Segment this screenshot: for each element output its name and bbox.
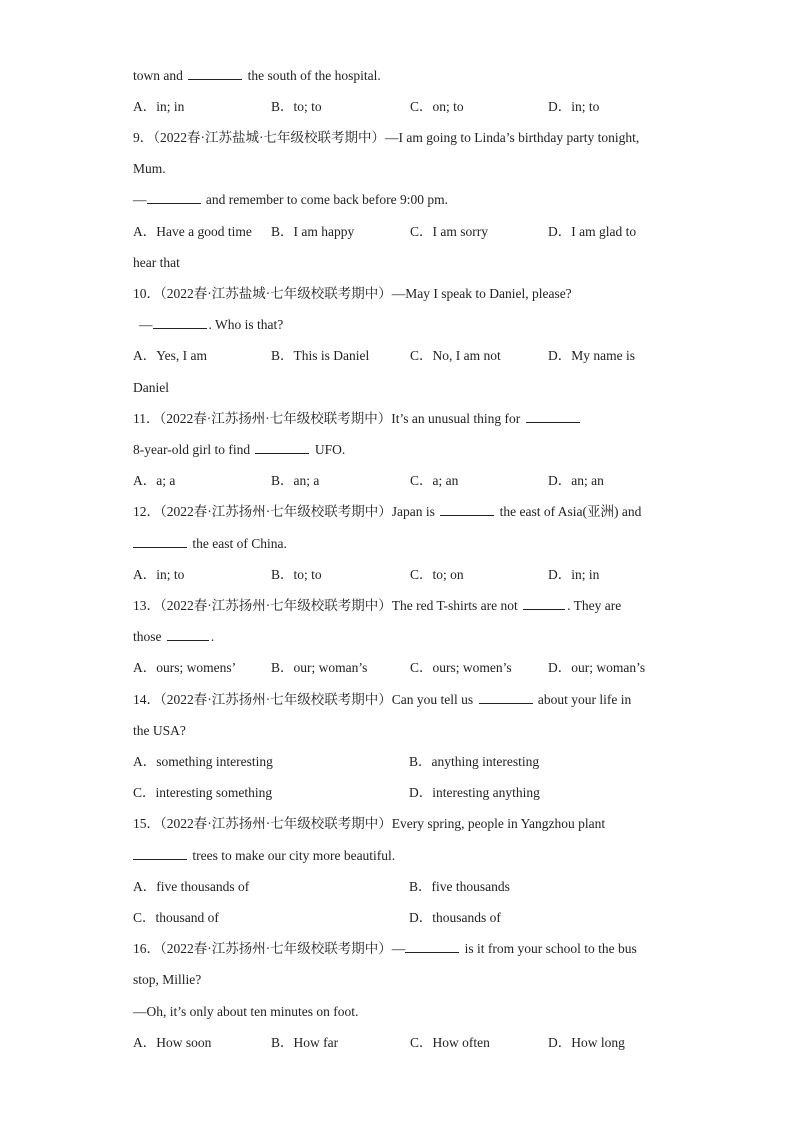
option-c: C．a; an <box>410 473 459 488</box>
q10-reply <box>139 316 283 334</box>
option-d: D．in; to <box>548 99 600 114</box>
option-a: A．ours; womens’ <box>133 660 237 675</box>
text: those <box>133 629 162 644</box>
q9-option-wrap: hear that <box>133 255 180 270</box>
option-c: C．How often <box>410 1035 490 1050</box>
q9-stem: 9．（2022春·江苏盐城·七年级校联考期中）—I am going to Linda’s birthday party tonight, <box>133 130 640 145</box>
q16-stem-cont: stop, Millie? <box>133 972 202 987</box>
text: and remember to come back before 9:00 pm. <box>205 192 449 207</box>
text: 16．（2022春·江苏扬州·七年级校联考期中）— <box>133 941 406 956</box>
option-a: A．Yes, I am <box>133 348 208 363</box>
answer-blank <box>133 535 187 548</box>
option-d: D．our; woman’s <box>548 660 646 675</box>
q16-reply: —Oh, it’s only about ten minutes on foot. <box>133 1004 359 1019</box>
option-c: C．to; on <box>410 567 464 582</box>
q13-options <box>133 659 693 677</box>
q15-options-row2 <box>133 909 693 927</box>
option-a: A．a; a <box>133 473 176 488</box>
answer-blank <box>526 410 580 423</box>
option-d: D．How long <box>548 1035 625 1050</box>
text: 8-year-old girl to find <box>133 442 251 457</box>
text: UFO. <box>314 442 346 457</box>
answer-blank <box>479 691 533 704</box>
q14-stem <box>133 691 631 709</box>
q14-options-row2 <box>133 784 693 802</box>
q16-stem <box>133 940 637 958</box>
q16-options <box>133 1034 693 1052</box>
option-c: C．ours; women’s <box>410 660 512 675</box>
option-b: B．This is Daniel <box>271 348 370 363</box>
answer-blank <box>133 847 187 860</box>
option-d: D．I am glad to <box>548 224 637 239</box>
answer-blank <box>440 503 494 516</box>
q14-options-row1 <box>133 753 693 771</box>
q13-stem <box>133 597 621 615</box>
option-b: B．anything interesting <box>409 754 540 769</box>
q15-stem-cont <box>133 847 395 865</box>
option-c: C．thousand of <box>133 910 219 925</box>
answer-blank <box>188 67 242 80</box>
q12-stem <box>133 503 641 521</box>
q10-option-wrap: Daniel <box>133 380 169 395</box>
q15-stem: 15．（2022春·江苏扬州·七年级校联考期中）Every spring, people in Yangzhou plant <box>133 816 606 831</box>
option-c: C．I am sorry <box>410 224 488 239</box>
q8-stem-cont <box>133 67 381 85</box>
text: about your life in <box>537 692 632 707</box>
answer-blank <box>147 191 201 204</box>
text: the east of China. <box>192 536 287 551</box>
answer-blank <box>523 597 565 610</box>
text: — <box>133 192 147 207</box>
option-a: A．How soon <box>133 1035 212 1050</box>
option-d: D．interesting anything <box>409 785 540 800</box>
option-b: B．How far <box>271 1035 339 1050</box>
option-c: C．interesting something <box>133 785 273 800</box>
text: . They are <box>567 598 622 613</box>
option-c: C．on; to <box>410 99 464 114</box>
text: trees to make our city more beautiful. <box>192 848 396 863</box>
q9-reply <box>133 191 448 209</box>
option-b: B．to; to <box>271 567 322 582</box>
answer-blank <box>255 441 309 454</box>
text: town and <box>133 68 183 83</box>
q14-stem-cont: the USA? <box>133 723 186 738</box>
q13-stem-cont <box>133 628 214 646</box>
q9-stem-cont: Mum. <box>133 161 166 176</box>
text: is it from your school to the bus <box>464 941 637 956</box>
q12-stem-cont <box>133 535 287 553</box>
q12-options <box>133 566 693 584</box>
text: . <box>210 629 215 644</box>
q9-options <box>133 223 693 241</box>
q10-stem: 10．（2022春·江苏盐城·七年级校联考期中）—May I speak to Daniel, please? <box>133 286 572 301</box>
option-a: A．five thousands of <box>133 879 250 894</box>
option-a: A．in; to <box>133 567 185 582</box>
text: 14．（2022春·江苏扬州·七年级校联考期中）Can you tell us <box>133 692 474 707</box>
option-d: D．thousands of <box>409 910 501 925</box>
option-a: A．in; in <box>133 99 185 114</box>
q10-options <box>133 347 693 365</box>
option-d: D．My name is <box>548 348 635 363</box>
text: 13．（2022春·江苏扬州·七年级校联考期中）The red T-shirts are not <box>133 598 518 613</box>
option-a: A．something interesting <box>133 754 273 769</box>
option-b: B．I am happy <box>271 224 355 239</box>
option-b: B．five thousands <box>409 879 510 894</box>
q15-options-row1 <box>133 878 693 896</box>
text: — <box>139 317 153 332</box>
option-b: B．to; to <box>271 99 322 114</box>
option-a: A．Have a good time <box>133 224 252 239</box>
option-d: D．an; an <box>548 473 604 488</box>
answer-blank <box>167 628 209 641</box>
option-d: D．in; in <box>548 567 600 582</box>
q11-stem-cont <box>133 441 345 459</box>
text: the south of the hospital. <box>247 68 381 83</box>
option-b: B．our; woman’s <box>271 660 368 675</box>
text: 11．（2022春·江苏扬州·七年级校联考期中）It’s an unusual thing for <box>133 411 521 426</box>
q8-options <box>133 98 693 116</box>
option-c: C．No, I am not <box>410 348 501 363</box>
text: . Who is that? <box>208 317 284 332</box>
q11-options <box>133 472 693 490</box>
q11-stem <box>133 410 582 428</box>
text: 12．（2022春·江苏扬州·七年级校联考期中）Japan is <box>133 504 435 519</box>
option-b: B．an; a <box>271 473 320 488</box>
text: the east of Asia(亚洲) and <box>499 504 642 519</box>
answer-blank <box>153 316 207 329</box>
answer-blank <box>405 940 459 953</box>
